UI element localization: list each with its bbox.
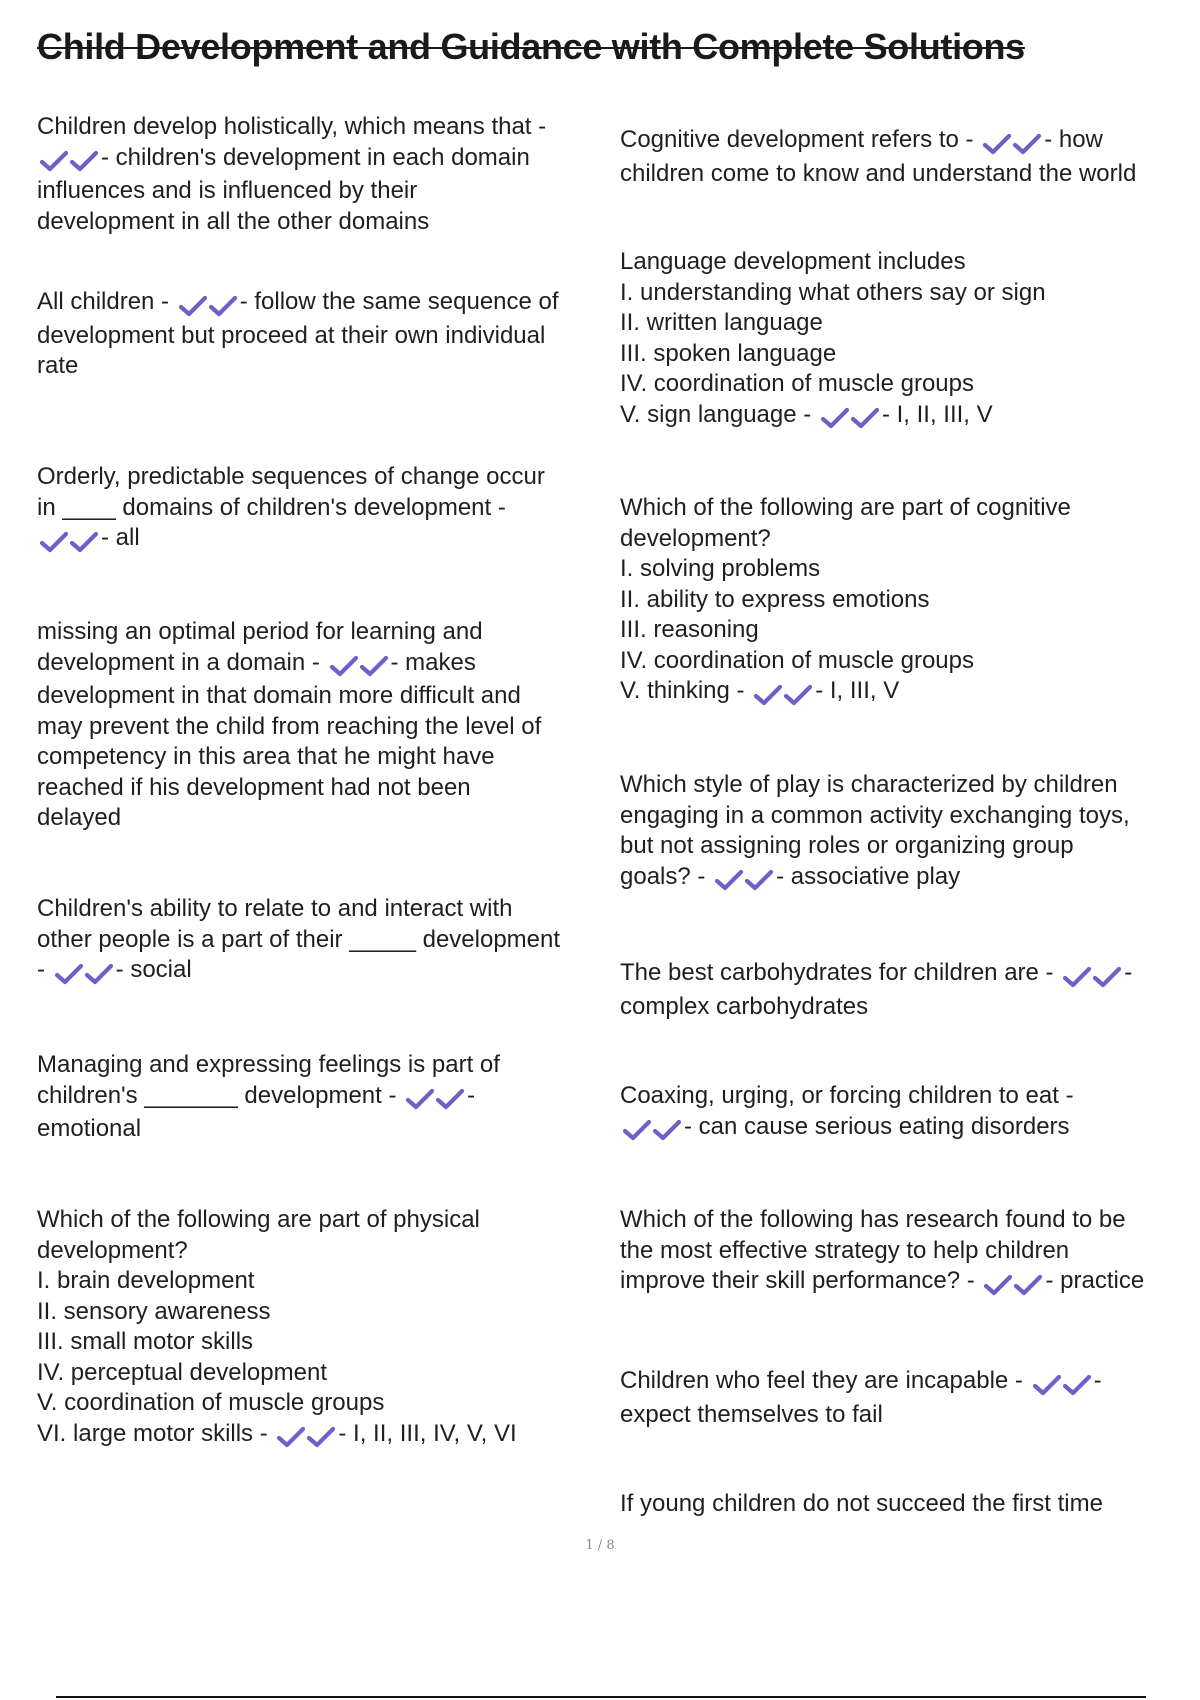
question-line: II. ability to express emotions (620, 585, 930, 613)
question-text: The best carbohydrates for children are - (620, 959, 1054, 986)
question-text: children's _______ development - (37, 1081, 397, 1109)
question-line: other people is a part of their _____ development (37, 925, 561, 953)
question-text: V. thinking - (620, 677, 745, 704)
question-line: Orderly, predictable sequences of change occur (37, 463, 545, 490)
question-text: V. sign language - (620, 400, 812, 428)
question-line: II. written language (620, 309, 823, 336)
question-line: III. small motor skills (37, 1328, 254, 1355)
question-line: Coaxing, urging, or forcing children to eat - (620, 1082, 1074, 1109)
answer-text: - makes (390, 648, 476, 676)
qa-item (37, 287, 612, 382)
question-line: I. brain development (37, 1267, 255, 1294)
question-line: development in all the other domains (37, 207, 430, 235)
question-line: development? (37, 1236, 188, 1264)
question-line: rate (37, 352, 79, 379)
question-line: Children's ability to relate to and interact with (37, 895, 513, 922)
question-line: IV. coordination of muscle groups (620, 646, 974, 674)
answer-line: expect themselves to fail (620, 1400, 883, 1428)
answer-text: - can cause serious eating disorders (684, 1112, 1070, 1140)
qa-item (37, 894, 612, 989)
document-title: Child Development and Guidance with Complete Solutions (37, 26, 1025, 67)
qa-item (620, 1489, 1192, 1520)
answer-text: - I, II, III, IV, V, VI (338, 1419, 517, 1447)
qa-item (620, 125, 1192, 189)
question-line: reached if his development had not been (37, 773, 471, 801)
question-text: - (37, 956, 45, 983)
double-check-icon (276, 1422, 336, 1453)
question-line: III. spoken language (620, 339, 837, 367)
double-check-icon (329, 651, 389, 682)
question-line: Which style of play is characterized by children (620, 771, 1118, 798)
question-line: may prevent the child from reaching the level of (37, 712, 542, 740)
page-number: 1 / 8 (585, 1538, 615, 1553)
question-line: development but proceed at their own individual (37, 321, 546, 349)
double-check-icon (1032, 1369, 1092, 1400)
question-line: Managing and expressing feelings is part of (37, 1051, 500, 1078)
question-text: development in a domain - (37, 648, 320, 676)
question-text: Children who feel they are incapable - (620, 1367, 1023, 1394)
answer-text: - children's development in each domain (101, 143, 530, 171)
double-check-icon (622, 1115, 682, 1146)
qa-item (37, 1205, 612, 1452)
qa-item (620, 1366, 1192, 1430)
question-line: I. solving problems (620, 555, 821, 582)
double-check-icon (39, 526, 99, 557)
question-line: IV. coordination of muscle groups (620, 370, 974, 397)
answer-text: - I, III, V (815, 677, 900, 704)
question-line: development? (620, 524, 771, 552)
question-line: I. understanding what others say or sign (620, 278, 1046, 306)
question-line: III. reasoning (620, 616, 759, 643)
double-check-icon (54, 958, 114, 989)
answer-text: - all (101, 524, 140, 551)
question-line: influences and is influenced by their (37, 177, 418, 204)
question-line: Children develop holistically, which means that - (37, 113, 547, 140)
qa-item (620, 958, 1192, 1022)
double-check-icon (405, 1084, 465, 1115)
question-line: the most effective strategy to help children (620, 1236, 1070, 1264)
question-line: Which of the following has research found to be (620, 1206, 1126, 1233)
question-text: VI. large motor skills - (37, 1419, 268, 1447)
question-line: engaging in a common activity exchanging toys, (620, 801, 1130, 829)
qa-item (620, 1081, 1192, 1145)
answer-text: - social (115, 956, 192, 983)
qa-item (37, 462, 612, 557)
question-text: goals? - (620, 862, 706, 890)
footer-divider (56, 1696, 1146, 1698)
question-text: All children - (37, 288, 170, 315)
qa-item (620, 493, 1192, 710)
double-check-icon (178, 290, 238, 321)
answer-text: - (1124, 959, 1133, 986)
answer-line: emotional (37, 1115, 142, 1142)
qa-item (37, 112, 612, 237)
question-text: Cognitive development refers to - (620, 126, 974, 153)
double-check-icon (39, 146, 99, 177)
question-line: If young children do not succeed the first time (620, 1490, 1103, 1517)
question-line: IV. perceptual development (37, 1358, 327, 1386)
qa-item (620, 770, 1192, 895)
question-line: development in that domain more difficult and (37, 682, 521, 709)
qa-item (37, 617, 612, 834)
double-check-icon (982, 128, 1042, 159)
double-check-icon (983, 1269, 1043, 1300)
question-line: competency in this area that he might have (37, 743, 495, 770)
answer-line: children come to know and understand the world (620, 159, 1137, 187)
answer-text: - follow the same sequence of (239, 288, 559, 315)
question-line: in ____ domains of children's development - (37, 493, 506, 521)
answer-text: - (467, 1081, 476, 1109)
answer-text: - practice (1045, 1267, 1145, 1294)
answer-line: complex carbohydrates (620, 992, 869, 1020)
answer-text: - (1093, 1367, 1102, 1394)
question-line: Which of the following are part of physical (37, 1206, 480, 1233)
question-line: II. sensory awareness (37, 1297, 271, 1325)
qa-item (620, 247, 1192, 433)
answer-text: - I, II, III, V (881, 400, 993, 428)
double-check-icon (714, 865, 774, 896)
question-line: Language development includes (620, 248, 966, 275)
answer-text: - associative play (776, 862, 961, 890)
question-line: missing an optimal period for learning and (37, 618, 483, 645)
qa-item (37, 1050, 612, 1145)
double-check-icon (753, 679, 813, 710)
double-check-icon (820, 403, 880, 434)
question-text: improve their skill performance? - (620, 1267, 975, 1294)
question-line: Which of the following are part of cognitive (620, 494, 1071, 521)
question-line: V. coordination of muscle groups (37, 1389, 385, 1416)
question-line: but not assigning roles or organizing group (620, 832, 1074, 859)
qa-item (620, 1205, 1192, 1300)
question-line: delayed (37, 804, 122, 831)
double-check-icon (1062, 961, 1122, 992)
answer-text: - how (1044, 126, 1103, 153)
